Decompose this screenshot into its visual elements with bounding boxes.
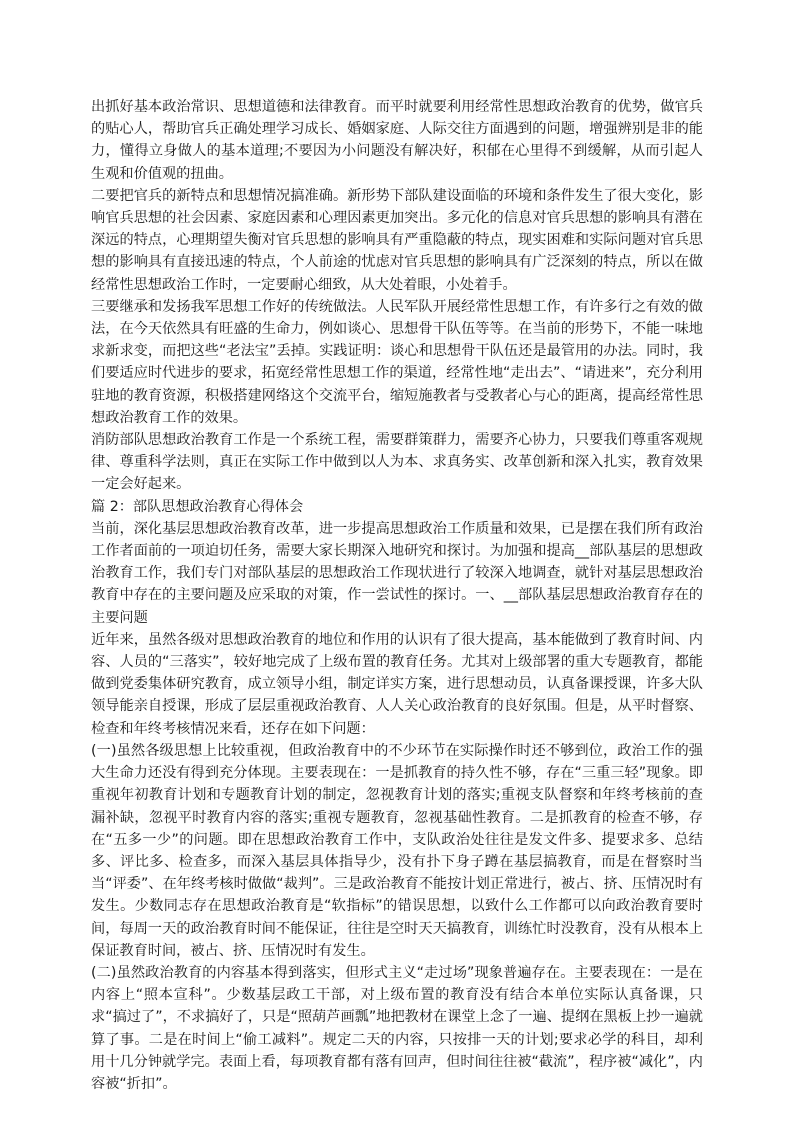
paragraph-6: 近年来，虽然各级对思想政治教育的地位和作用的认识有了很大提高，基本能做到了教育时间、内容、人员的“三落实”，较好地完成了上级布置的教育任务。尤其对上级部署的重大专题教育，都能做到党委集体研究教育，成立领导小组，制定详实方案，进行思想动员，认真备课授课，许多大队领导能亲自授课，形成了层层重视政治教育、人人关心政治教育的良好氛围。但是，从平时督察、检查和年终考核情况来看，还存在如下问题：: [91, 631, 703, 737]
paragraph-4: 消防部队思想政治教育工作是一个系统工程，需要群策群力，需要齐心协力，只要我们尊重客观规律、尊重科学法则，真正在实际工作中做到以人为本、求真务实、改革创新和深入扎实，教育效果一定会好起来。: [91, 432, 703, 493]
paragraph-5: 当前，深化基层思想政治教育改革，进一步提高思想政治工作质量和效果，已是摆在我们所有政治工作者面前的一项迫切任务，需要大家长期深入地研究和探讨。为加强和提高__部队基层的思想政治教育工作，我们专门对部队基层的思想政治工作现状进行了较深入地调查，就针对基层思想政治教育中存在的主要问题及应采取的对策，作一尝试性的探讨。一、__部队基层思想政治教育存在的主要问题: [91, 520, 703, 626]
paragraph-7: (一)虽然各级思想上比较重视，但政治教育中的不少环节在实际操作时还不够到位，政治工作的强大生命力还没有得到充分体现。主要表现在：一是抓教育的持久性不够，存在“三重三轻”现象。即重视年初教育计划和专题教育计划的制定，忽视教育计划的落实;重视支队督察和年终考核前的查漏补缺，忽视平时教育内容的落实;重视专题教育，忽视基础性教育。二是抓教育的检查不够，存在“五多一少”的问题。即在思想政治教育工作中，支队政治处往往是发文件多、提要求多、总结多、评比多、检查多，而深入基层具体指导少，没有扑下身子蹲在基层搞教育，而是在督察时当当“评委”、在年终考核时做做“裁判”。三是政治教育不能按计划正常进行，被占、挤、压情况时有发生。少数同志存在思想政治教育是“软指标”的错误思想，以致什么工作都可以向政治教育要时间，每周一天的政治教育时间不能保证，往往是空时天天搞教育，训练忙时没教育，没有从根本上保证教育时间，被占、挤、压情况时有发生。: [91, 742, 703, 959]
section-title: 篇 2：部队思想政治教育心得体会: [91, 498, 304, 515]
document-page: [91, 96, 703, 1095]
paragraph-8: (二)虽然政治教育的内容基本得到落实，但形式主义“走过场”现象普遍存在。主要表现在：一是在内容上“照本宣科”。少数基层政工干部，对上级布置的教育没有结合本单位实际认真备课，只求“搞过了”，不求搞好了，只是“照葫芦画瓢”地把教材在课堂上念了一遍、提纲在黑板上抄一遍就算了事。二是在时间上“偷工减料”。规定二天的内容，只按排一天的计划;要求必学的科目，却利用十几分钟就学完。表面上看，每项教育都有落有回声，但时间往往被“截流”，程序被“减化”，内容被“折扣”。: [91, 964, 703, 1092]
paragraph-3: 三要继承和发扬我军思想工作好的传统做法。人民军队开展经常性思想工作，有许多行之有效的做法，在今天依然具有旺盛的生命力，例如谈心、思想骨干队伍等等。在当前的形势下，不能一味地求新求变，而把这些“老法宝”丢掉。实践证明：谈心和思想骨干队伍还是最管用的办法。同时，我们要适应时代进步的要求，拓宽经常性思想工作的渠道，经常性地“走出去”、“请进来”，充分利用驻地的教育资源，积极搭建网络这个交流平台，缩短施教者与受教者心与心的距离，提高经常性思想政治教育工作的效果。: [91, 298, 703, 426]
paragraph-2: 二要把官兵的新特点和思想情况搞准确。新形势下部队建设面临的环境和条件发生了很大变化，影响官兵思想的社会因素、家庭因素和心理因素更加突出。多元化的信息对官兵思想的影响具有潜在深远的特点，心理期望失衡对官兵思想的影响具有严重隐蔽的特点，现实困难和实际问题对官兵思想的影响具有直接迅速的特点，个人前途的忧虑对官兵思想的影响具有广泛深刻的特点，所以在做经常性思想政治工作时，一定要耐心细致，从大处着眼，小处着手。: [91, 187, 703, 293]
paragraph-1: 出抓好基本政治常识、思想道德和法律教育。而平时就要利用经常性思想政治教育的优势，做官兵的贴心人，帮助官兵正确处理学习成长、婚姻家庭、人际交往方面遇到的问题，增强辨别是非的能力，懂得立身做人的基本道理;不要因为小问题没有解决好，积郁在心里得不到缓解，从而引起人生观和价值观的扭曲。: [91, 99, 703, 182]
